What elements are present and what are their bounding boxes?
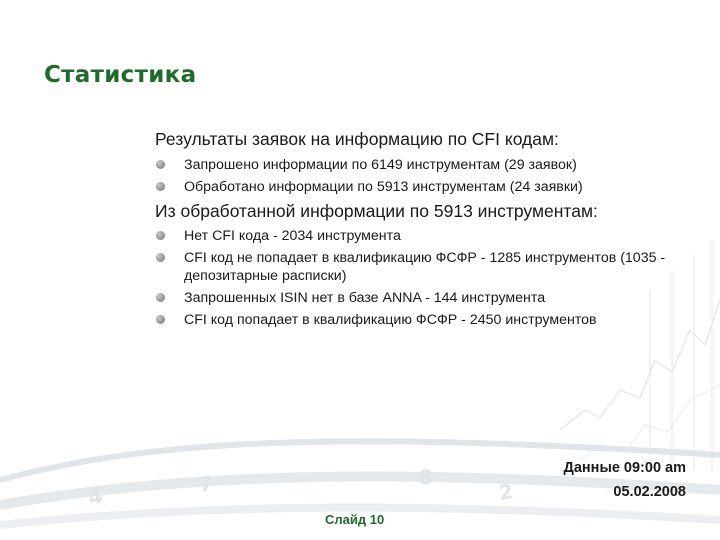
list-item-text: Запрошено информации по 6149 инструментам (29 заявок) xyxy=(184,157,577,173)
requests-list xyxy=(155,156,695,196)
list-item xyxy=(155,249,695,285)
list-item-text: Запрошенных ISIN нет в базе ANNA - 144 инструмента xyxy=(184,290,546,306)
list-item-text: Нет CFI кода - 2034 инструмента xyxy=(184,228,401,244)
list-item xyxy=(155,289,695,307)
svg-text:7: 7 xyxy=(196,470,215,497)
svg-text:4: 4 xyxy=(86,483,105,510)
bullet-icon xyxy=(156,253,165,262)
bullet-icon xyxy=(156,160,165,169)
list-item xyxy=(155,227,695,245)
section-heading-requests: Результаты заявок на информацию по CFI кодам: xyxy=(155,129,559,149)
slide-title: Статистика xyxy=(44,62,197,88)
slide-number: Слайд 10 xyxy=(325,512,385,527)
bullet-icon xyxy=(156,315,165,324)
list-item xyxy=(155,156,695,174)
processed-list xyxy=(155,227,695,329)
section-heading-processed: Из обработанной информации по 5913 инструментам: xyxy=(155,201,598,221)
data-label: Данные 09:00 am xyxy=(563,460,686,476)
data-date: 05.02.2008 xyxy=(613,484,686,500)
list-item xyxy=(155,311,695,329)
data-timestamp xyxy=(564,456,686,504)
bullet-icon xyxy=(156,293,165,302)
list-item xyxy=(155,178,695,196)
list-item-text: CFI код не попадает в квалификацию ФСФР - 1285 инструментов (1035 - депозитарные расписки) xyxy=(184,250,666,284)
list-item-text: CFI код попадает в квалификацию ФСФР - 2450 инструментов xyxy=(184,312,597,328)
slide-content xyxy=(155,128,695,333)
bullet-icon xyxy=(156,231,165,240)
list-item-text: Обработано информации по 5913 инструментам (24 заявки) xyxy=(184,179,583,195)
svg-text:2: 2 xyxy=(497,479,515,505)
svg-text:8: 8 xyxy=(417,464,435,490)
bullet-icon xyxy=(156,182,165,191)
